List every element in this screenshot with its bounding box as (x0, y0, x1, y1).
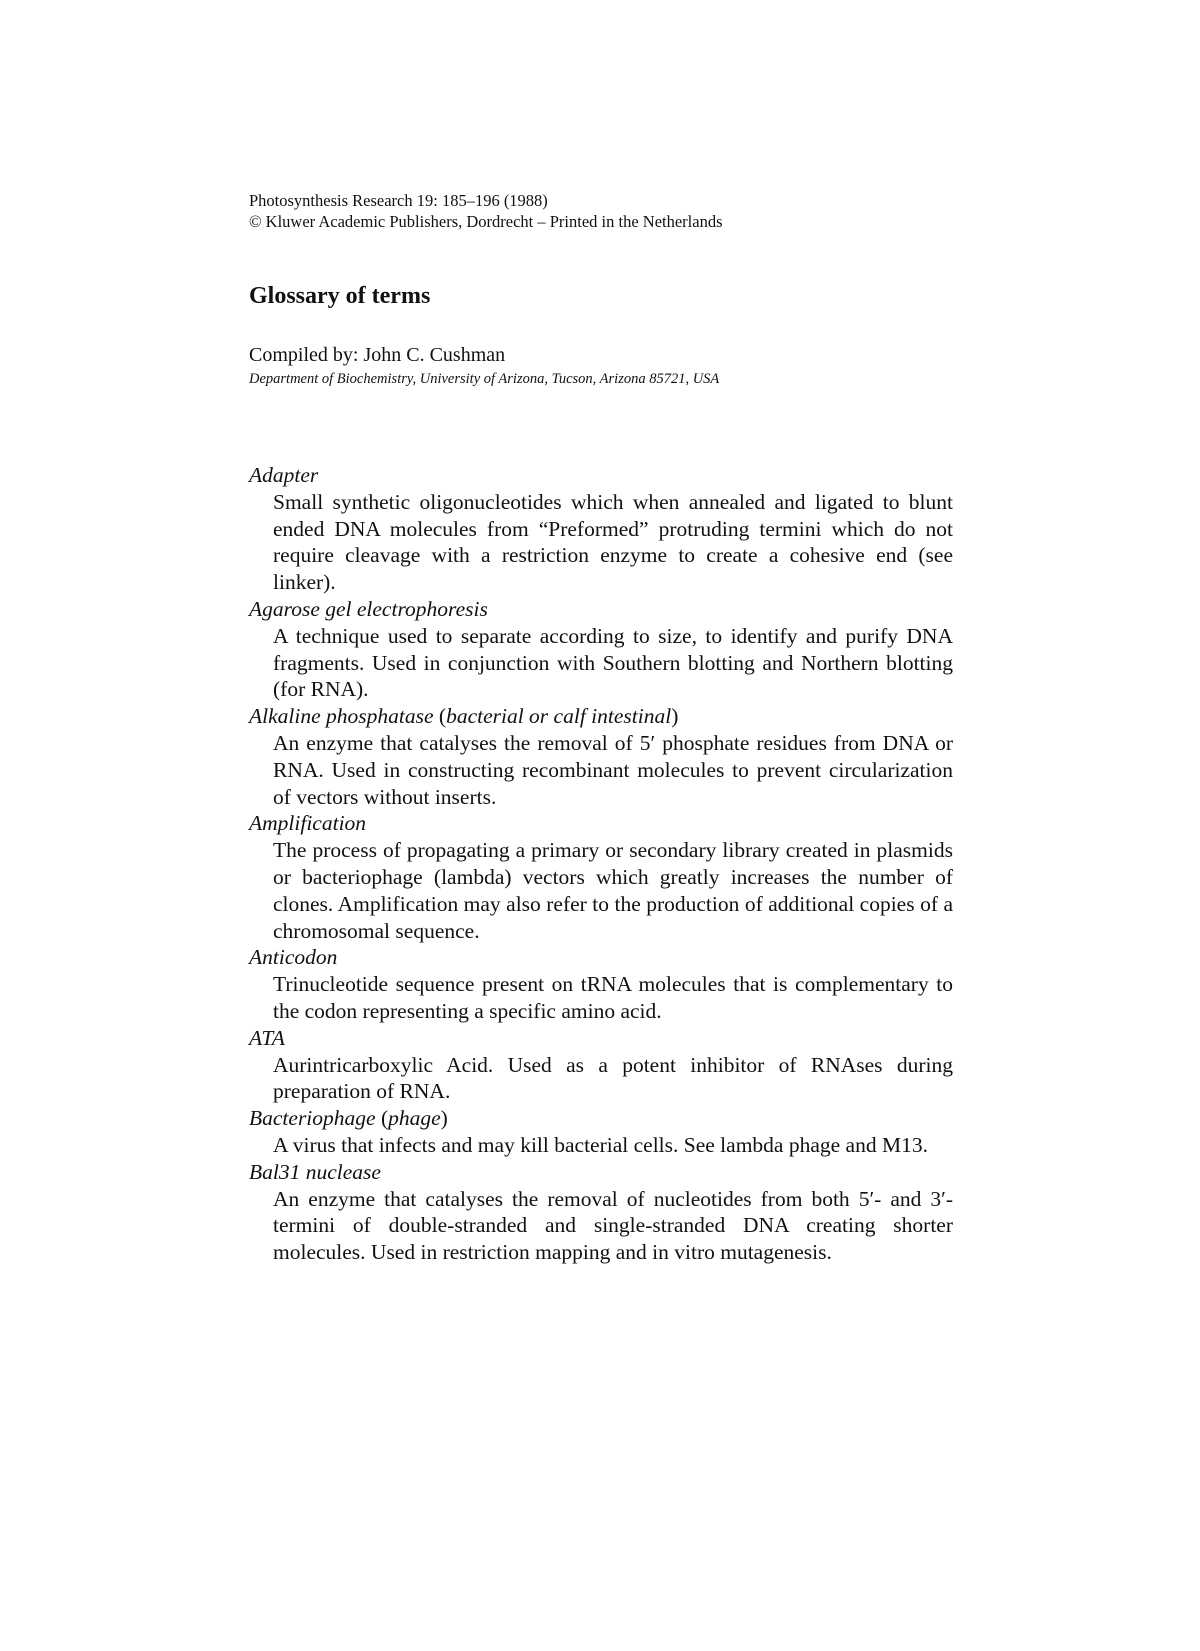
glossary-term: Amplification (249, 811, 367, 836)
glossary-term: Bacteriophage (phage) (249, 1106, 448, 1131)
glossary-entry (249, 1105, 953, 1159)
copyright-line: © Kluwer Academic Publishers, Dordrecht – Printed in the Netherlands (249, 212, 723, 231)
glossary-list (249, 462, 953, 1266)
glossary-definition: A technique used to separate according to size, to identify and purify DNA fragments. Used in conjunction with Southern blotting and Northern blotting (for RNA). (273, 623, 953, 702)
journal-header (249, 190, 949, 232)
compiled-by: Compiled by: John C. Cushman (249, 344, 506, 366)
glossary-definition: Aurintricarboxylic Acid. Used as a potent inhibitor of RNAses during preparation of RNA. (273, 1052, 953, 1104)
term-qualifier: phage (388, 1106, 441, 1131)
glossary-entry (249, 1025, 953, 1105)
glossary-term: Bal31 nuclease (249, 1159, 381, 1184)
glossary-entry (249, 596, 953, 703)
author-affiliation: Department of Biochemistry, University of Arizona, Tucson, Arizona 85721, USA (249, 371, 720, 387)
glossary-definition: An enzyme that catalyses the removal of nucleotides from both 5′- and 3′-termini of double-stranded and single-stranded DNA creating shorter molecules. Used in restriction mapping and in vitro mutagenesis. (273, 1186, 953, 1265)
glossary-definition: The process of propagating a primary or secondary library created in plasmids or bacteriophage (lambda) vectors which greatly increases the number of clones. Amplification may also refer to the production of additional copies of a chromosomal sequence. (273, 838, 953, 943)
glossary-definition: An enzyme that catalyses the removal of 5′ phosphate residues from DNA or RNA. Used in constructing recombinant molecules to prevent circularization of vectors without inserts. (273, 730, 953, 809)
journal-citation: Photosynthesis Research 19: 185–196 (1988) (249, 191, 548, 210)
page-title: Glossary of terms (249, 283, 431, 309)
glossary-definition: Trinucleotide sequence present on tRNA molecules that is complementary to the codon representing a specific amino acid. (273, 972, 953, 1023)
glossary-term: ATA (249, 1025, 285, 1050)
glossary-entry (249, 810, 953, 944)
glossary-entry (249, 462, 953, 596)
glossary-term: Adapter (249, 463, 319, 487)
glossary-term: Agarose gel electrophoresis (249, 596, 488, 621)
glossary-term: Alkaline phosphatase (bacterial or calf intestinal) (249, 704, 679, 729)
glossary-definition: Small synthetic oligonucleotides which when annealed and ligated to blunt ended DNA molecules from “Preformed” protruding termini which do not require cleavage with a restriction enzyme to create a cohesive end (see linker). (273, 489, 953, 595)
glossary-entry (249, 1159, 953, 1266)
term-qualifier: bacterial or calf intestinal (446, 704, 672, 729)
glossary-term: Anticodon (249, 945, 338, 970)
glossary-definition: A virus that infects and may kill bacterial cells. See lambda phage and M13. (273, 1132, 928, 1157)
glossary-entry (249, 703, 953, 810)
glossary-entry (249, 944, 953, 1024)
